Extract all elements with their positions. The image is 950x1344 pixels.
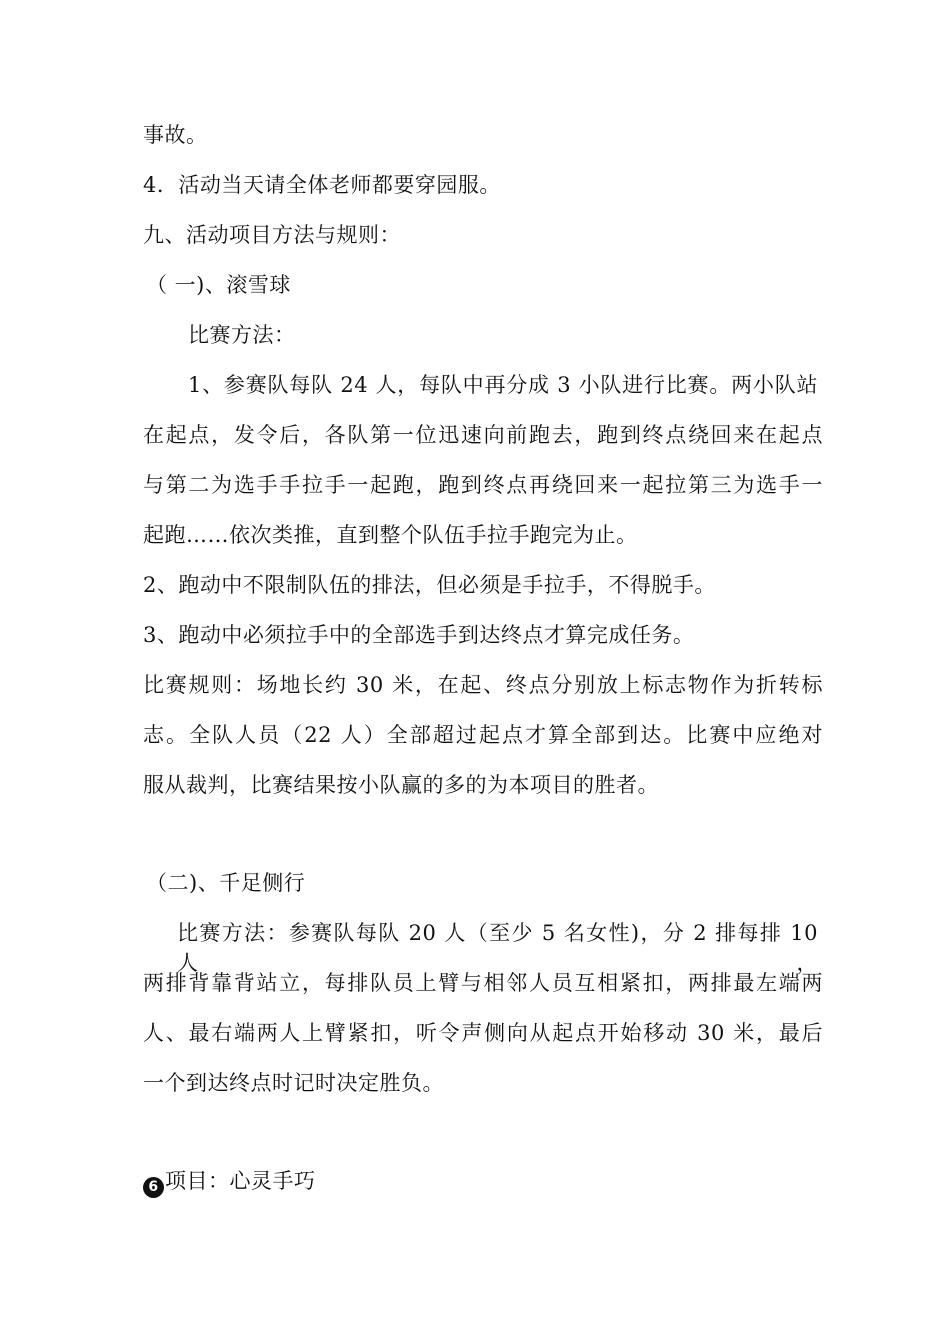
subsection-title: （二)、千足侧行 bbox=[146, 871, 306, 895]
item-title: 项目：心灵手巧 bbox=[165, 1169, 316, 1193]
item-heading bbox=[143, 1166, 823, 1198]
paragraph-line: 一个到达终点时记时决定胜负。 bbox=[143, 1071, 444, 1095]
method-label: 比赛方法： bbox=[188, 323, 296, 347]
section-heading: 九、活动项目方法与规则： bbox=[143, 223, 401, 247]
paragraph-line: 起跑……依次类推，直到整个队伍手拉手跑完为止。 bbox=[143, 523, 638, 547]
paragraph-line: 3、跑动中必须拉手中的全部选手到达终点才算完成任务。 bbox=[143, 623, 695, 647]
subsection-title: （ 一)、滚雪球 bbox=[146, 273, 291, 297]
paragraph-line: 人、最右端两人上臂紧扣，听令声侧向从起点开始移动 30 米，最后 bbox=[143, 1021, 823, 1045]
rules-line: 比赛规则：场地长约 30 米，在起、终点分别放上标志物作为折转标 bbox=[143, 673, 823, 697]
text-line: 4．活动当天请全体老师都要穿园服。 bbox=[143, 173, 501, 197]
paragraph-line: 比赛方法：参赛队每队 20 人（至少 5 名女性)，分 2 排每排 10 人， bbox=[177, 921, 818, 975]
paragraph-line: 1、参赛队每队 24 人，每队中再分成 3 小队进行比赛。两小队站 bbox=[188, 373, 818, 397]
paragraph-line: 与第二为选手手拉手一起跑，跑到终点再绕回来一起拉第三为选手一 bbox=[143, 473, 823, 497]
rules-line: 服从裁判，比赛结果按小队赢的多的为本项目的胜者。 bbox=[143, 773, 659, 797]
circled-number-icon: 6 bbox=[143, 1177, 164, 1198]
paragraph-line: 在起点，发令后，各队第一位迅速向前跑去，跑到终点绕回来在起点 bbox=[143, 423, 823, 447]
paragraph-line: 2、跑动中不限制队伍的排法，但必须是手拉手，不得脱手。 bbox=[143, 573, 716, 597]
rules-line: 志。全队人员（22 人）全部超过起点才算全部到达。比赛中应绝对 bbox=[143, 723, 823, 747]
paragraph-line: 两排背靠背站立，每排队员上臂与相邻人员互相紧扣，两排最左端两 bbox=[143, 971, 823, 995]
text-line: 事故。 bbox=[143, 123, 208, 147]
